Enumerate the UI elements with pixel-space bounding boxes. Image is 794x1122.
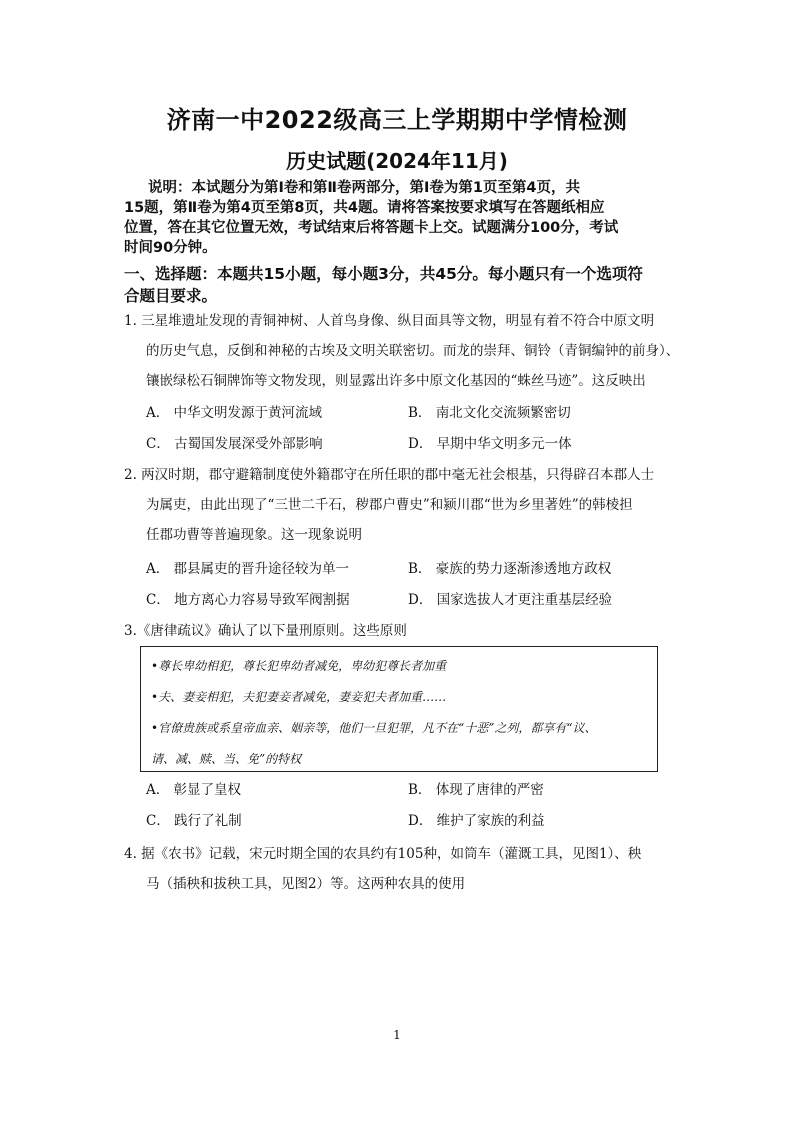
option-a[interactable]: A． 彰显了皇权 xyxy=(146,782,242,798)
page-number: 1 xyxy=(393,1028,401,1042)
exam-title: 济南一中2022级高三上学期期中学情检测 xyxy=(166,106,628,134)
quote-line: 请、减、赎、当、免”的特权 xyxy=(151,752,302,766)
instructions-line: 说明：本试题分为第Ⅰ卷和第Ⅱ卷两部分，第Ⅰ卷为第1页至第4页，共 xyxy=(148,180,581,196)
question-1-stem xyxy=(124,306,684,396)
option-d[interactable]: D． 早期中华文明多元一体 xyxy=(408,436,572,452)
question-4-stem xyxy=(124,839,684,899)
quote-line: •尊长卑幼相犯，尊长犯卑幼者减免，卑幼犯尊长者加重 xyxy=(151,659,447,673)
option-b[interactable]: B． 豪族的势力逐渐渗透地方政权 xyxy=(408,561,612,577)
option-b[interactable]: B． 南北文化交流频繁密切 xyxy=(408,405,571,421)
option-c[interactable]: C． 践行了礼制 xyxy=(146,813,242,829)
option-d[interactable]: D． 维护了家族的利益 xyxy=(408,813,545,829)
option-a[interactable]: A． 中华文明发源于黄河流域 xyxy=(146,405,323,421)
question-3-stem: 3.《唐律疏议》确认了以下量刑原则。这些原则 xyxy=(124,623,407,639)
option-b[interactable]: B． 体现了唐律的严密 xyxy=(408,782,544,798)
question-text-line: 2. 两汉时期，郡守避籍制度使外籍郡守在所任职的郡中毫无社会根基，只得辟召本郡人士 xyxy=(124,467,655,483)
question-text-line: 4. 据《农书》记载，宋元时期全国的农具约有105种，如筒车（灌溉工具，见图1）、秧 xyxy=(124,846,642,862)
quote-box xyxy=(140,646,658,772)
question-text-line: 1. 三星堆遗址发现的青铜神树、人首鸟身像、纵目面具等文物，明显有着不符合中原文明 xyxy=(124,313,655,329)
question-text-line: 任郡功曹等普遍现象。这一现象说明 xyxy=(146,527,362,543)
section-heading-line: 合题目要求。 xyxy=(124,287,218,305)
question-text-line: 为属吏，由此出现了“三世二千石，秽郡户曹史”和颍川郡“世为乡里著姓”的韩棱担 xyxy=(146,497,633,513)
quote-line: •夫、妻妾相犯，夫犯妻妾者减免，妻妾犯夫者加重…… xyxy=(151,690,447,704)
option-a[interactable]: A． 郡县属吏的晋升途径较为单一 xyxy=(146,561,350,577)
quote-line: •官僚贵族或系皇帝血亲、姻亲等，他们一旦犯罪，凡不在“十恶”之列，都享有“议、 xyxy=(151,721,597,735)
exam-subtitle: 历史试题(2024年11月) xyxy=(286,149,508,173)
option-c[interactable]: C． 地方离心力容易导致军阀割据 xyxy=(146,592,350,608)
instructions-line: 15题，第Ⅱ卷为第4页至第8页，共4题。请将答案按要求填写在答题纸相应 xyxy=(124,200,605,216)
option-c[interactable]: C． 古蜀国发展深受外部影响 xyxy=(146,436,323,452)
question-text-line: 马（插秧和拔秧工具，见图2）等。这两种农具的使用 xyxy=(146,876,466,892)
option-d[interactable]: D． 国家选拔人才更注重基层经验 xyxy=(408,592,613,608)
question-text-line: 镶嵌绿松石铜牌饰等文物发现，则显露出许多中原文化基因的“蛛丝马迹”。这反映出 xyxy=(146,373,646,389)
instructions-line: 位置，答在其它位置无效，考试结束后将答题卡上交。试题满分100分，考试 xyxy=(124,220,619,236)
question-2-stem xyxy=(124,460,684,550)
question-text-line: 的历史气息，反倒和神秘的古埃及文明关联密切。而龙的崇拜、铜铃（青铜编钟的前身）、 xyxy=(146,343,680,359)
section-heading-line: 一、选择题：本题共15小题，每小题3分，共45分。每小题只有一个选项符 xyxy=(124,265,643,283)
instructions-line: 时间90分钟。 xyxy=(124,240,217,256)
